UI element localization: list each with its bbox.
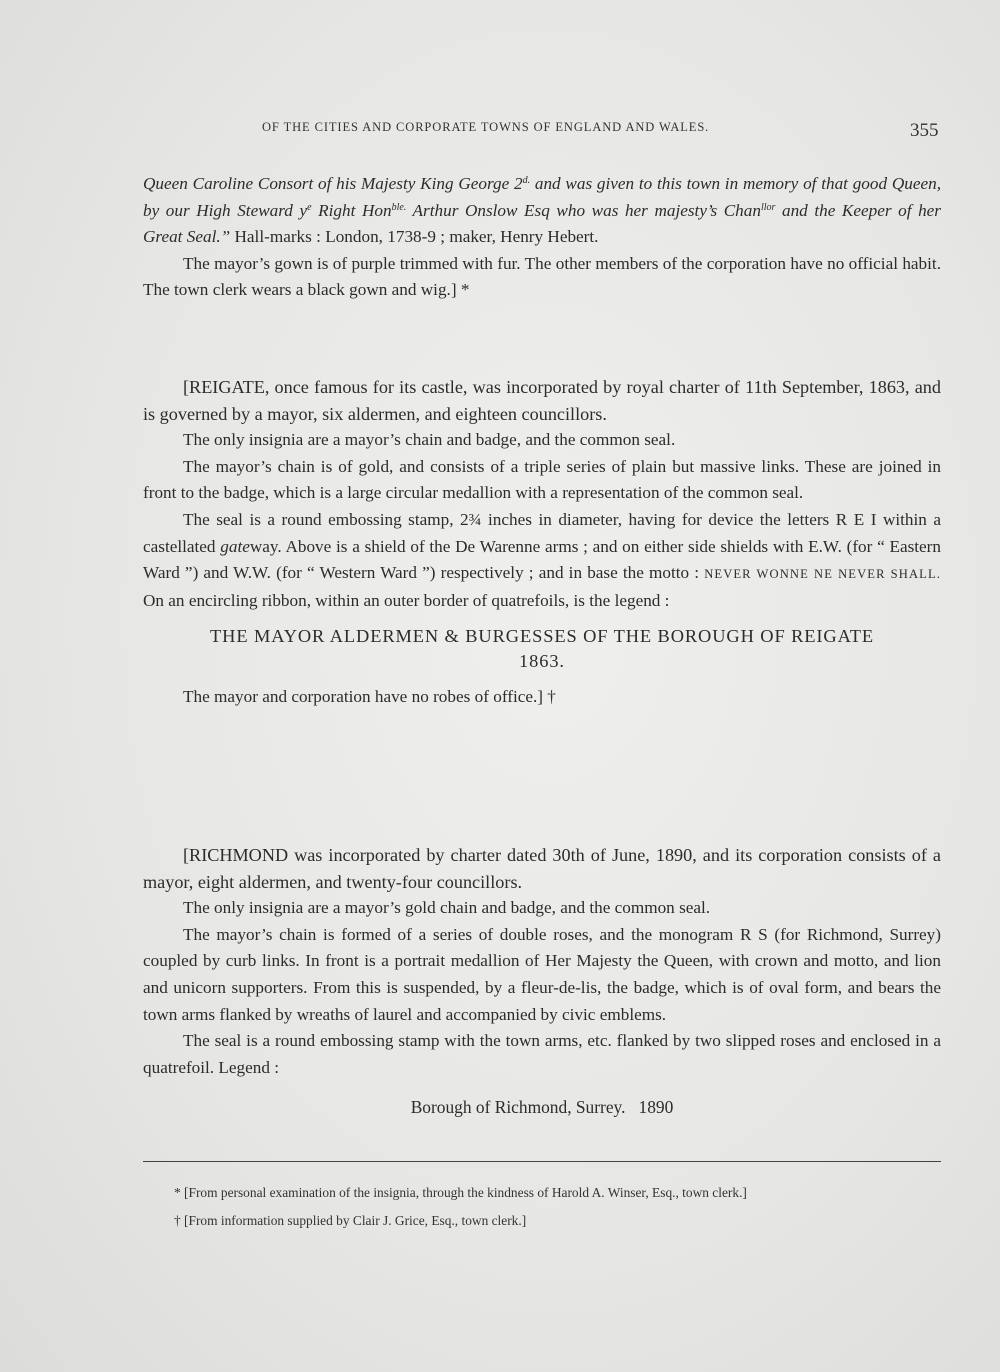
quoted-inscription-c: Right Hon bbox=[311, 200, 392, 220]
richmond-insignia-paragraph: The only insignia are a mayor’s gold chain and badge, and the common seal. bbox=[183, 898, 711, 918]
quoted-inscription-e: and the Keeper of her Great Seal.” bbox=[143, 200, 941, 247]
reigate-legend: THE MAYOR ALDERMEN & BURGESSES OF THE BOROUGH OF REIGATE 1863. bbox=[210, 626, 874, 672]
continuation-block bbox=[143, 171, 941, 304]
hallmarks-text: Hall-marks : London, 1738-9 ; maker, Henry Hebert. bbox=[230, 227, 599, 247]
reigate-chain-paragraph: The mayor’s chain is of gold, and consists of a triple series of plain but massive links. These are joined in front to the badge, which is a large circular medallion with a representation of the common seal. bbox=[143, 456, 941, 503]
reigate-insignia-paragraph: The only insignia are a mayor’s chain and badge, and the common seal. bbox=[183, 430, 676, 450]
footnote-1: * [From personal examination of the insignia, through the kindness of Harold A. Winser, Esq., town clerk.] bbox=[174, 1185, 747, 1200]
quoted-inscription-d: Arthur Onslow Esq who was her majesty’s Chan bbox=[406, 200, 761, 220]
running-head: OF THE CITIES AND CORPORATE TOWNS OF ENGLAND AND WALES. bbox=[262, 120, 710, 134]
footnote-2: † [From information supplied by Clair J. Grice, Esq., town clerk.] bbox=[174, 1213, 527, 1228]
page-number: 355 bbox=[910, 120, 939, 141]
quoted-inscription-b: and was given to this town in memory of that good Queen, by our High Steward y bbox=[143, 174, 941, 220]
superscript-llor: llor bbox=[760, 201, 776, 213]
reigate-seal-gate-italic: gate bbox=[220, 536, 250, 556]
reigate-section bbox=[143, 374, 941, 711]
superscript-e: e bbox=[307, 201, 312, 213]
richmond-chain-paragraph: The mayor’s chain is formed of a series of double roses, and the monogram R S (for Richmond, Surrey) coupled by curb links. In front is a portrait medallion of Her Majesty the Queen, with crown and motto, and lion and unicorn supporters. From this is suspended, by a fleur-de-lis, the badge, which is of oval form, and bears the town arms flanked by wreaths of laurel and accompanied by civic emblems. bbox=[143, 924, 941, 1024]
reigate-seal-text-a: The seal is a round embossing stamp, 2¾ inches in diameter, having for device the letters R E I within a castellated bbox=[143, 509, 941, 556]
footnotes bbox=[138, 1182, 940, 1231]
richmond-seal-paragraph: The seal is a round embossing stamp with the town arms, etc. flanked by two slipped roses and enclosed in a quatrefoil. Legend : bbox=[143, 1031, 941, 1077]
richmond-section bbox=[143, 842, 941, 1121]
superscript-ble: ble. bbox=[391, 201, 407, 213]
reigate-seal-paragraph bbox=[143, 507, 941, 614]
quoted-inscription-a: Queen Caroline Consort of his Majesty King George 2 bbox=[143, 174, 523, 193]
reigate-motto: NEVER WONNE NE NEVER SHALL. bbox=[704, 567, 941, 582]
footnote-divider bbox=[143, 1161, 941, 1162]
superscript-d: d. bbox=[522, 175, 531, 186]
richmond-intro-paragraph: [RICHMOND was incorporated by charter dated 30th of June, 1890, and its corporation consists of a mayor, eight aldermen, and twenty-four councillors. bbox=[143, 845, 941, 892]
reigate-seal-text-b: way. Above is a shield of the De Warenne arms ; and on either side shields with E.W. (for “ Eastern Ward ”) and W.W. (for “ Western Ward ”) respectively ; and in base the motto : bbox=[143, 536, 941, 583]
mayors-gown-paragraph: The mayor’s gown is of purple trimmed with fur. The other members of the corporation have no official habit. The town clerk wears a black gown and wig.] * bbox=[143, 253, 941, 300]
reigate-seal-text-c: On an encircling ribbon, within an outer border of quatrefoils, is the legend : bbox=[143, 590, 670, 610]
continued-paragraph bbox=[143, 171, 941, 251]
reigate-intro-paragraph: [REIGATE, once famous for its castle, was incorporated by royal charter of 11th September, 1863, and is governed by a mayor, six aldermen, and eighteen councillors. bbox=[143, 377, 941, 424]
reigate-robes-paragraph: The mayor and corporation have no robes of office.] † bbox=[183, 687, 556, 707]
richmond-legend: Borough of Richmond, Surrey. 1890 bbox=[410, 1097, 674, 1118]
